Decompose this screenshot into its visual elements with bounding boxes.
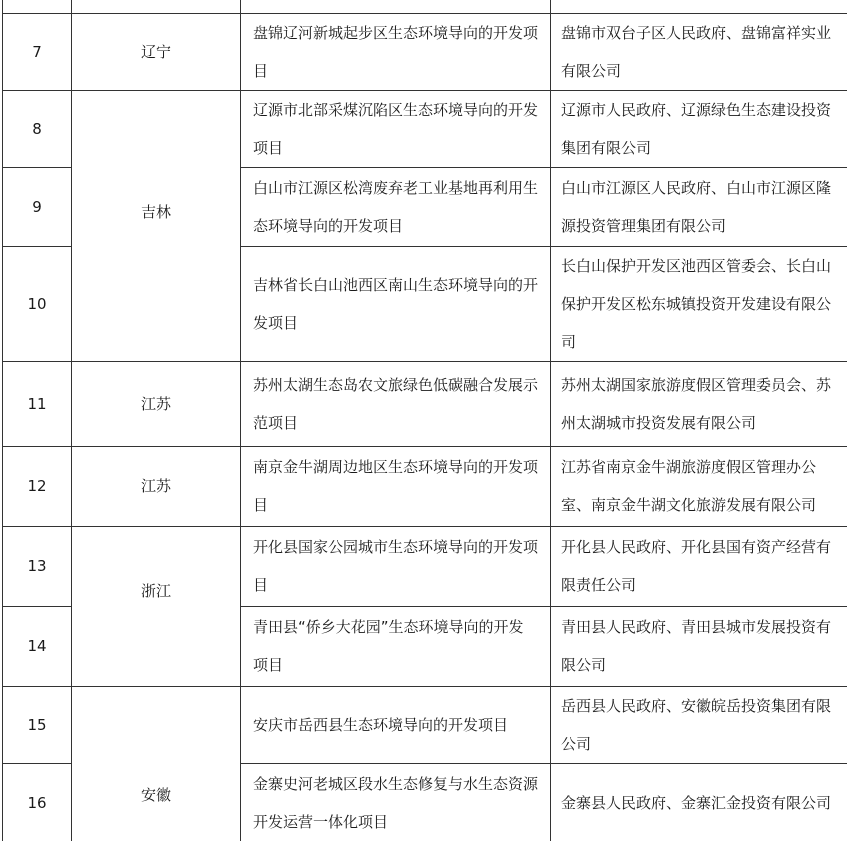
row-number-cell: 14	[3, 606, 72, 686]
responsible-org-cell	[551, 0, 847, 13]
responsible-org-cell: 长白山保护开发区池西区管委会、长白山保护开发区松东城镇投资开发建设有限公司	[551, 246, 847, 361]
province-cell: 江苏	[72, 361, 241, 446]
province-cell	[72, 0, 241, 13]
responsible-org-cell: 开化县人民政府、开化县国有资产经营有限责任公司	[551, 526, 847, 606]
province-cell: 安徽	[72, 686, 241, 841]
project-name-cell: 辽源市北部采煤沉陷区生态环境导向的开发项目	[241, 90, 551, 167]
table-row	[3, 446, 847, 526]
row-number-cell: 9	[3, 167, 72, 246]
responsible-org-cell: 青田县人民政府、青田县城市发展投资有限公司	[551, 606, 847, 686]
project-name-cell: 白山市江源区松湾废弃老工业基地再利用生态环境导向的开发项目	[241, 167, 551, 246]
table-row	[3, 686, 847, 763]
responsible-org-cell: 岳西县人民政府、安徽皖岳投资集团有限公司	[551, 686, 847, 763]
responsible-org-cell: 白山市江源区人民政府、白山市江源区隆源投资管理集团有限公司	[551, 167, 847, 246]
row-number-cell: 16	[3, 763, 72, 841]
row-number-cell: 13	[3, 526, 72, 606]
table-row	[3, 526, 847, 606]
responsible-org-cell: 辽源市人民政府、辽源绿色生态建设投资集团有限公司	[551, 90, 847, 167]
project-name-cell	[241, 0, 551, 13]
row-number-cell: 12	[3, 446, 72, 526]
row-number-cell: 8	[3, 90, 72, 167]
row-number-cell: 7	[3, 13, 72, 90]
project-name-cell: 南京金牛湖周边地区生态环境导向的开发项目	[241, 446, 551, 526]
row-number-cell: 15	[3, 686, 72, 763]
project-name-cell: 青田县“侨乡大花园”生态环境导向的开发项目	[241, 606, 551, 686]
row-number-cell	[3, 0, 72, 13]
responsible-org-cell: 苏州太湖国家旅游度假区管理委员会、苏州太湖城市投资发展有限公司	[551, 361, 847, 446]
table-row	[3, 90, 847, 167]
table-row	[3, 13, 847, 90]
project-name-cell: 金寨史河老城区段水生态修复与水生态资源开发运营一体化项目	[241, 763, 551, 841]
row-number-cell: 10	[3, 246, 72, 361]
responsible-org-cell: 金寨县人民政府、金寨汇金投资有限公司	[551, 763, 847, 841]
responsible-org-cell: 江苏省南京金牛湖旅游度假区管理办公室、南京金牛湖文化旅游发展有限公司	[551, 446, 847, 526]
table-row-partial-top	[3, 0, 847, 13]
province-cell: 江苏	[72, 446, 241, 526]
province-cell: 吉林	[72, 90, 241, 361]
responsible-org-cell: 盘锦市双台子区人民政府、盘锦富祥实业有限公司	[551, 13, 847, 90]
project-name-cell: 盘锦辽河新城起步区生态环境导向的开发项目	[241, 13, 551, 90]
project-name-cell: 苏州太湖生态岛农文旅绿色低碳融合发展示范项目	[241, 361, 551, 446]
project-name-cell: 开化县国家公园城市生态环境导向的开发项目	[241, 526, 551, 606]
row-number-cell: 11	[3, 361, 72, 446]
project-name-cell: 吉林省长白山池西区南山生态环境导向的开发项目	[241, 246, 551, 361]
province-cell: 浙江	[72, 526, 241, 686]
eod-projects-table	[2, 0, 847, 841]
table-row	[3, 361, 847, 446]
project-name-cell: 安庆市岳西县生态环境导向的开发项目	[241, 686, 551, 763]
province-cell: 辽宁	[72, 13, 241, 90]
